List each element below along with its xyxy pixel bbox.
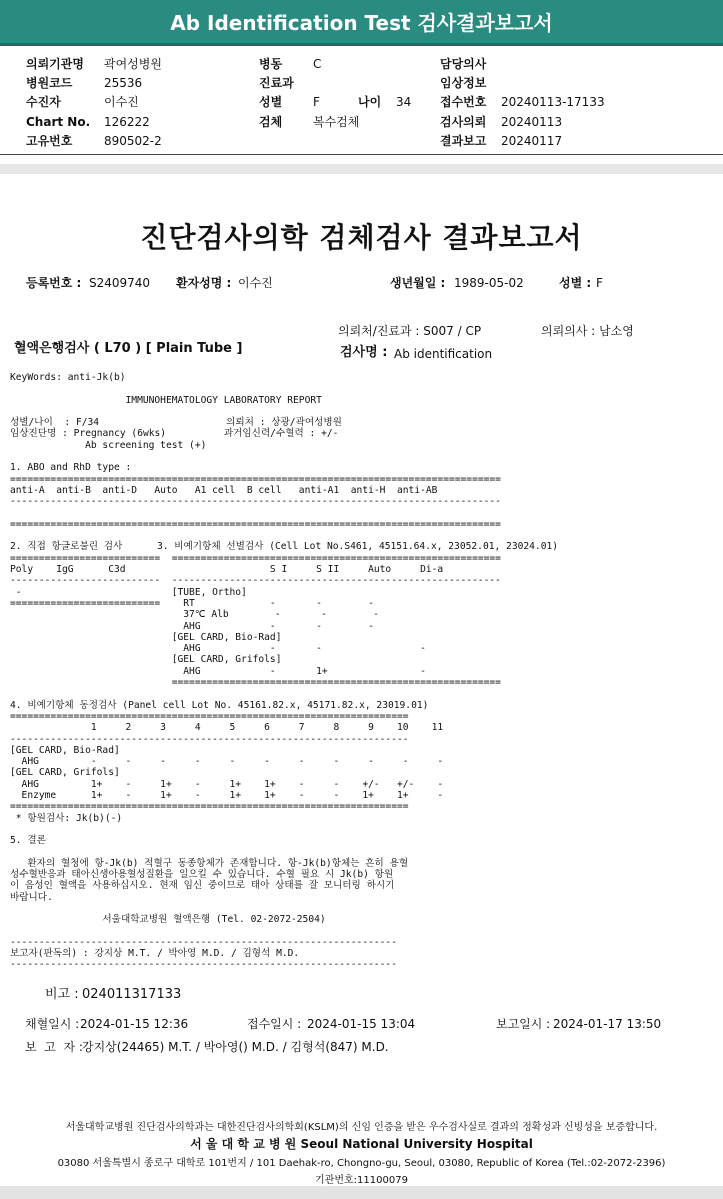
reg-value: S2409740 <box>89 276 151 290</box>
lab-report-text: KeyWords: anti-Jk(b) IMMUNOHEMATOLOGY LABORATORY REPORT 성별/나이 : F/34 의뢰처 : 상광/곽여성병원 임상진단명 : Pregnancy (6wks) 과거임신력/수혈력 : +/- Ab screening test (+) 1. ABO and RhD type : ===================================================================================== anti-A anti-B anti-D Auto A1 cell B cell anti-A1 anti-H anti-AB ------------------------------------------------------------------------------------- ===================================================================================== 2. 직접 항글로불린 검사 3. 비예기항체 선별검사 (Cell Lot No.S461, 45151.64.x, 23052.01, 23024.01) ========================== ========================================================= Poly IgG C3d S I S II Auto Di-a -------------------------- --------------------------------------------------------- - [TUBE, Ortho] ========================== RT - - - 37℃ Alb - - - AHG - - - [GEL CARD, Bio-Rad] AHG - - - [GEL CARD, Grifols] AHG - 1+ - ========================================================= 4. 비예기항체 동정검사 (Panel cell Lot No. 45161.82.x, 45171.82.x, 23019.01) ===================================================================== 1 2 3 4 5 6 7 8 9 10 11 --------------------------------------------------------------------- [GEL CARD, Bio-Rad] AHG - - - - - - - - - - - [GEL CARD, Grifols] AHG 1+ - 1+ - 1+ 1+ - - +/- +/- - Enzyme 1+ - 1+ - 1+ 1+ - - 1+ 1+ - ===================================================================== * 항원검사: Jk(b)(-) 5. 결론 환자의 혈청에 항-Jk(b) 적혈구 동종항체가 존재합니다. 항-Jk(b)항체는 흔히 용혈 성수혈반응과 태아신생아용혈성질환을 일으킬 수 있습니다. 수혈 필요 시 Jk(b) 항원 이 음성인 혈액을 사용하십시오. 현재 임신 중이므로 태아 상태를 잘 모니터링 하시기 바랍니다. 서울대학교병원 혈액은행 (Tel. 02-2072-2504) ------------------------------------------------------------------- 보고자(판독의) : 강지상 M.T. / 박아영 M.D. / 김형석 M.D. ------------------------------------------------------------------- <box>10 372 559 971</box>
hospital-name: 서 울 대 학 교 병 원 Seoul National University Hospital <box>190 1137 533 1151</box>
banner-title: Ab Identification Test 검사결과보고서 <box>170 11 553 35</box>
doctor-label: 담당의사 <box>440 57 487 71</box>
patient-label: 수진자 <box>26 95 61 109</box>
report-title: 진단검사의학 검체검사 결과보고서 <box>140 221 583 254</box>
accession-value: 20240113-17133 <box>501 95 605 109</box>
chart-no-value: 126222 <box>104 115 150 129</box>
accession-label: 접수번호 <box>440 95 487 109</box>
unique-no-value: 890502-2 <box>104 134 162 148</box>
age-label: 나이 <box>358 95 382 109</box>
certification-text: 서울대학교병원 진단검사의학과는 대한진단검사의학회(KSLM)의 신임 인증을 받은 우수검사실로 결과의 정확성과 신빙성을 보증합니다. <box>65 1122 658 1133</box>
inst-name-label: 의뢰기관명 <box>26 57 84 71</box>
requesting-doctor: 의뢰의사 : 남소영 <box>541 324 634 338</box>
remark-value: 024011317133 <box>82 987 182 1002</box>
report-sex-value: F <box>596 276 603 290</box>
request-date-value: 20240113 <box>501 115 563 129</box>
report-banner <box>0 0 723 46</box>
institution-code: 기관번호:11100079 <box>315 1175 408 1186</box>
sex-label: 성별 <box>259 95 283 109</box>
age-value: 34 <box>396 95 412 109</box>
dept-text: 의뢰처/진료과 : S007 / CP <box>338 324 482 338</box>
hosp-code-label: 병원코드 <box>26 76 73 90</box>
test-name-value: Ab identification <box>394 347 493 361</box>
patient-value: 이수진 <box>104 95 139 109</box>
chart-no-label: Chart No. <box>26 115 91 129</box>
receive-label: 접수일시 : <box>247 1017 302 1031</box>
hospital-address: 03080 서울특별시 종로구 대학로 101번지 / 101 Daehak-ro, Chongno-gu, Seoul, 03080, Republic of Korea (Tel.:02-2072-2396) <box>57 1158 666 1169</box>
reg-label: 등록번호 : <box>26 276 82 290</box>
collect-value: 2024-01-15 12:36 <box>80 1017 189 1031</box>
name-value: 이수진 <box>238 276 273 290</box>
section-band <box>0 164 723 174</box>
dob-value: 1989-05-02 <box>454 276 524 290</box>
specimen-label: 검체 <box>259 115 283 129</box>
request-date-label: 검사의뢰 <box>440 115 487 129</box>
ward-value: C <box>313 57 322 71</box>
header-divider <box>0 154 723 155</box>
ward-label: 병동 <box>259 57 283 71</box>
section-title: 혈액은행검사 ( L70 ) [ Plain Tube ] <box>14 341 243 356</box>
report-time-value: 2024-01-17 13:50 <box>553 1017 662 1031</box>
remark-label: 비고 : <box>45 987 79 1002</box>
inst-name-value: 곽여성병원 <box>104 57 162 71</box>
reporter-value: 강지상(24465) M.T. / 박아영() M.D. / 김형석(847) M.D. <box>82 1040 389 1054</box>
report-date-label: 결과보고 <box>440 134 487 148</box>
dob-label: 생년월일 : <box>390 276 446 290</box>
report-sex-label: 성별 : <box>559 276 592 290</box>
clinical-info-label: 임상정보 <box>440 76 487 90</box>
sex-value: F <box>313 95 320 109</box>
dept-label: 진료과 <box>259 76 294 90</box>
reporter-label: 보 고 자 : <box>25 1040 83 1054</box>
collect-label: 채혈일시 : <box>25 1017 80 1031</box>
specimen-value: 복수검체 <box>313 115 360 129</box>
receive-value: 2024-01-15 13:04 <box>307 1017 416 1031</box>
test-name-label: 검사명 : <box>340 345 388 360</box>
name-label: 환자성명 : <box>176 276 232 290</box>
bottom-band <box>0 1186 723 1199</box>
unique-no-label: 고유번호 <box>26 134 73 148</box>
report-time-label: 보고일시 : <box>496 1017 551 1031</box>
hosp-code-value: 25536 <box>104 76 143 90</box>
report-date-value: 20240117 <box>501 134 563 148</box>
